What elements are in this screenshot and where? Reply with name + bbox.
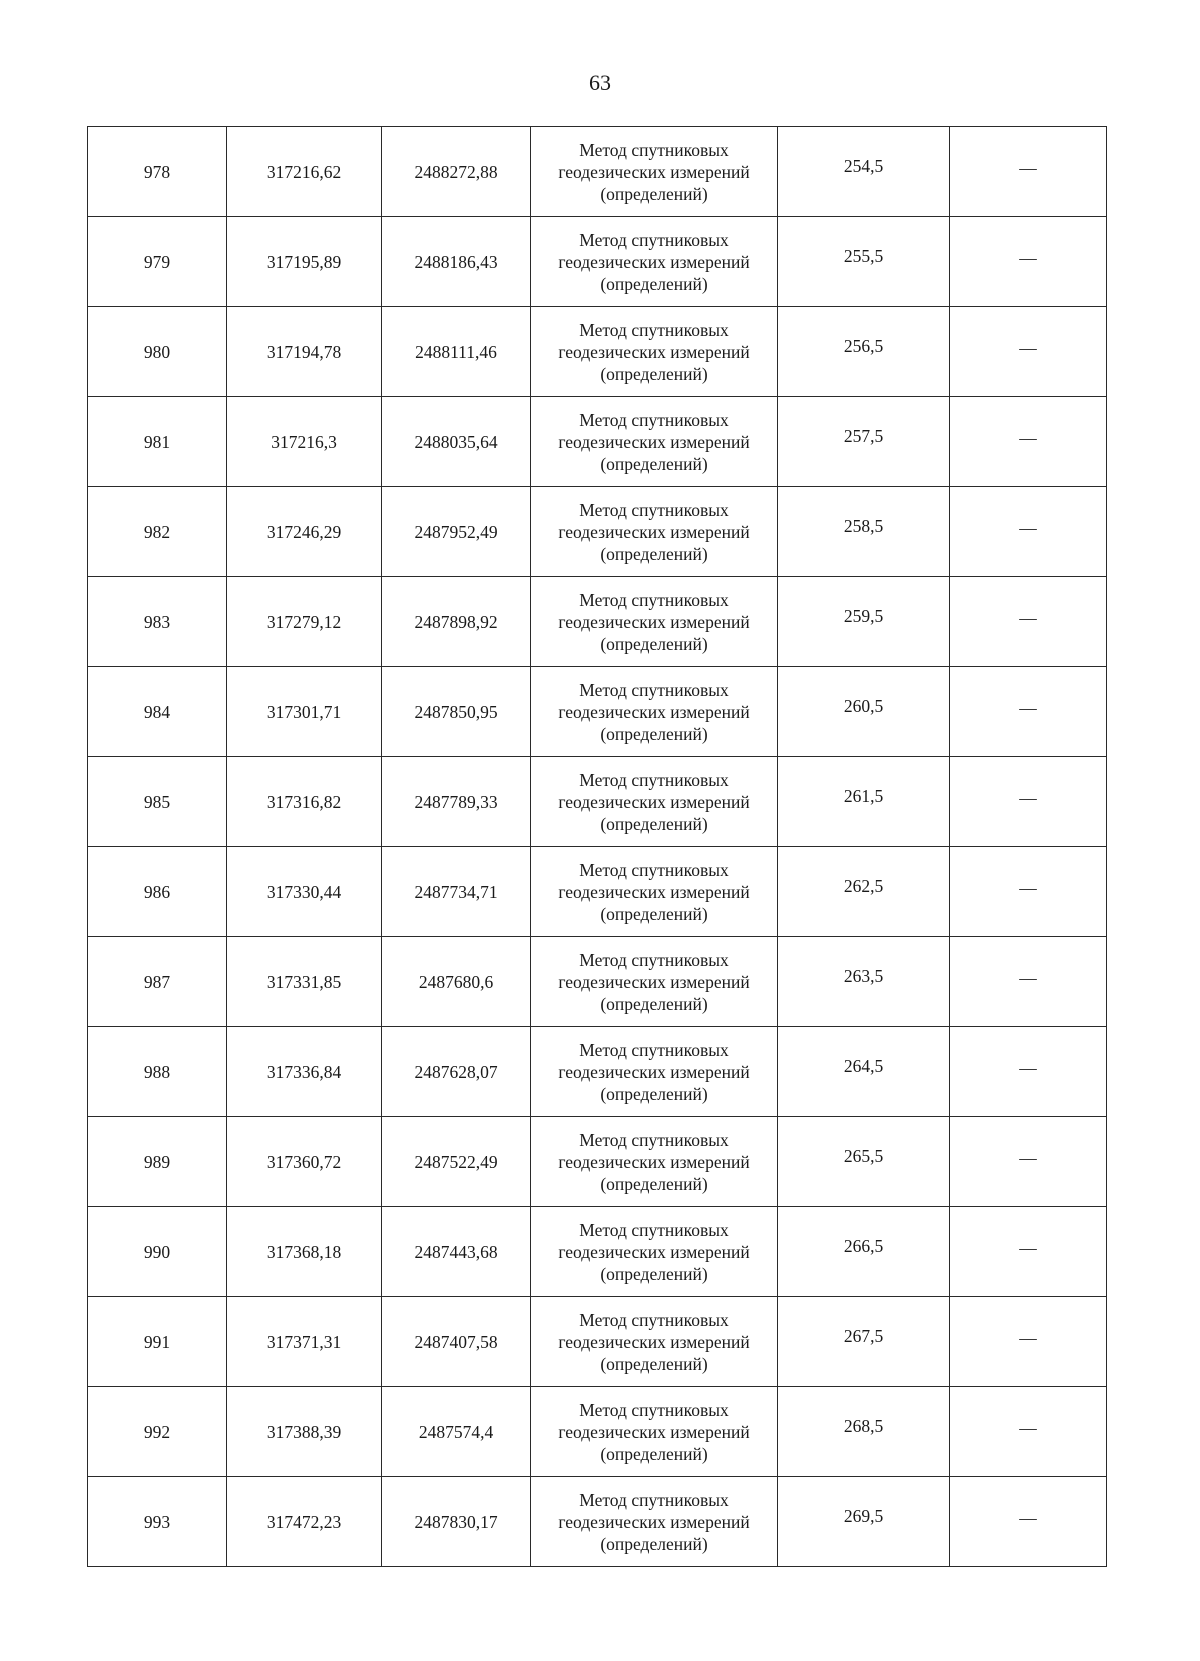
x-coordinate-cell: 317316,82: [227, 757, 382, 847]
x-coordinate-cell: 317331,85: [227, 937, 382, 1027]
dash-placeholder: —: [1019, 877, 1037, 898]
point-number-cell: 983: [88, 577, 227, 667]
method-cell: [531, 847, 778, 937]
note-cell: [950, 487, 1107, 577]
point-number-cell: 980: [88, 307, 227, 397]
accuracy-cell: [778, 577, 950, 667]
point-number-cell: 984: [88, 667, 227, 757]
note-cell: [950, 307, 1107, 397]
method-line: Метод спутниковых: [579, 859, 729, 880]
note-cell: [950, 217, 1107, 307]
method-cell: [531, 1027, 778, 1117]
table-row: [88, 937, 1107, 1027]
method-cell: [531, 217, 778, 307]
x-coordinate-cell: 317330,44: [227, 847, 382, 937]
note-cell: [950, 757, 1107, 847]
note-cell: [950, 1027, 1107, 1117]
x-coordinate-cell: 317472,23: [227, 1477, 382, 1567]
accuracy-cell: [778, 1117, 950, 1207]
method-line: Метод спутниковых: [579, 1309, 729, 1330]
dash-placeholder: —: [1019, 607, 1037, 628]
table-row: [88, 1117, 1107, 1207]
method-line: геодезических измерений: [558, 1421, 750, 1442]
y-coordinate-cell: 2487407,58: [382, 1297, 531, 1387]
method-line: (определений): [600, 1443, 708, 1464]
method-line: геодезических измерений: [558, 701, 750, 722]
method-cell: [531, 1117, 778, 1207]
accuracy-cell: [778, 487, 950, 577]
dash-placeholder: —: [1019, 787, 1037, 808]
dash-placeholder: —: [1019, 1237, 1037, 1258]
accuracy-cell: [778, 1207, 950, 1297]
table-row: [88, 577, 1107, 667]
accuracy-value: 268,5: [843, 1415, 884, 1436]
accuracy-cell: [778, 847, 950, 937]
coordinates-table: [87, 126, 1107, 1567]
accuracy-cell: [778, 217, 950, 307]
x-coordinate-cell: 317336,84: [227, 1027, 382, 1117]
table-row: [88, 1387, 1107, 1477]
accuracy-cell: [778, 397, 950, 487]
table-row: [88, 1477, 1107, 1567]
method-line: (определений): [600, 1353, 708, 1374]
dash-placeholder: —: [1019, 697, 1037, 718]
y-coordinate-cell: 2488272,88: [382, 127, 531, 217]
dash-placeholder: —: [1019, 1507, 1037, 1528]
point-number-cell: 988: [88, 1027, 227, 1117]
note-cell: [950, 1207, 1107, 1297]
point-number-cell: 992: [88, 1387, 227, 1477]
table-row: [88, 757, 1107, 847]
accuracy-value: 264,5: [843, 1055, 884, 1076]
method-line: (определений): [600, 903, 708, 924]
method-line: геодезических измерений: [558, 251, 750, 272]
accuracy-value: 266,5: [843, 1235, 884, 1256]
method-line: (определений): [600, 1083, 708, 1104]
page-number: 63: [589, 70, 611, 95]
point-number-cell: 989: [88, 1117, 227, 1207]
y-coordinate-cell: 2487789,33: [382, 757, 531, 847]
method-line: Метод спутниковых: [579, 499, 729, 520]
note-cell: [950, 667, 1107, 757]
dash-placeholder: —: [1019, 337, 1037, 358]
point-number-cell: 990: [88, 1207, 227, 1297]
dash-placeholder: —: [1019, 247, 1037, 268]
accuracy-value: 254,5: [843, 155, 884, 176]
x-coordinate-cell: 317360,72: [227, 1117, 382, 1207]
method-cell: [531, 667, 778, 757]
y-coordinate-cell: 2487443,68: [382, 1207, 531, 1297]
table-row: [88, 397, 1107, 487]
x-coordinate-cell: 317301,71: [227, 667, 382, 757]
accuracy-cell: [778, 1027, 950, 1117]
method-line: геодезических измерений: [558, 611, 750, 632]
dash-placeholder: —: [1019, 967, 1037, 988]
note-cell: [950, 397, 1107, 487]
note-cell: [950, 127, 1107, 217]
method-line: геодезических измерений: [558, 881, 750, 902]
method-line: Метод спутниковых: [579, 679, 729, 700]
method-cell: [531, 1297, 778, 1387]
method-cell: [531, 397, 778, 487]
point-number-cell: 993: [88, 1477, 227, 1567]
note-cell: [950, 1117, 1107, 1207]
note-cell: [950, 577, 1107, 667]
method-line: геодезических измерений: [558, 1151, 750, 1172]
point-number-cell: 987: [88, 937, 227, 1027]
method-line: (определений): [600, 723, 708, 744]
accuracy-value: 256,5: [843, 335, 884, 356]
accuracy-cell: [778, 307, 950, 397]
method-line: геодезических измерений: [558, 971, 750, 992]
accuracy-value: 255,5: [843, 245, 884, 266]
method-line: Метод спутниковых: [579, 229, 729, 250]
table-row: [88, 307, 1107, 397]
accuracy-value: 263,5: [843, 965, 884, 986]
y-coordinate-cell: 2487734,71: [382, 847, 531, 937]
accuracy-cell: [778, 1477, 950, 1567]
dash-placeholder: —: [1019, 517, 1037, 538]
table-row: [88, 1207, 1107, 1297]
method-cell: [531, 127, 778, 217]
point-number-cell: 986: [88, 847, 227, 937]
method-cell: [531, 937, 778, 1027]
method-line: (определений): [600, 453, 708, 474]
table-row: [88, 847, 1107, 937]
accuracy-cell: [778, 667, 950, 757]
note-cell: [950, 1387, 1107, 1477]
x-coordinate-cell: 317279,12: [227, 577, 382, 667]
method-cell: [531, 577, 778, 667]
note-cell: [950, 847, 1107, 937]
accuracy-cell: [778, 127, 950, 217]
accuracy-value: 260,5: [843, 695, 884, 716]
note-cell: [950, 937, 1107, 1027]
y-coordinate-cell: 2487628,07: [382, 1027, 531, 1117]
method-cell: [531, 1477, 778, 1567]
method-line: (определений): [600, 1173, 708, 1194]
method-line: геодезических измерений: [558, 1331, 750, 1352]
method-cell: [531, 487, 778, 577]
y-coordinate-cell: 2487952,49: [382, 487, 531, 577]
x-coordinate-cell: 317388,39: [227, 1387, 382, 1477]
point-number-cell: 991: [88, 1297, 227, 1387]
table-row: [88, 217, 1107, 307]
x-coordinate-cell: 317216,62: [227, 127, 382, 217]
note-cell: [950, 1297, 1107, 1387]
method-line: геодезических измерений: [558, 1241, 750, 1262]
method-line: Метод спутниковых: [579, 769, 729, 790]
y-coordinate-cell: 2487850,95: [382, 667, 531, 757]
method-line: Метод спутниковых: [579, 1129, 729, 1150]
x-coordinate-cell: 317368,18: [227, 1207, 382, 1297]
y-coordinate-cell: 2487830,17: [382, 1477, 531, 1567]
method-line: Метод спутниковых: [579, 589, 729, 610]
point-number-cell: 982: [88, 487, 227, 577]
table-row: [88, 127, 1107, 217]
method-line: Метод спутниковых: [579, 1489, 729, 1510]
accuracy-cell: [778, 1297, 950, 1387]
table-body: [88, 127, 1107, 1567]
dash-placeholder: —: [1019, 427, 1037, 448]
y-coordinate-cell: 2488111,46: [382, 307, 531, 397]
accuracy-value: 267,5: [843, 1325, 884, 1346]
method-line: геодезических измерений: [558, 1061, 750, 1082]
method-line: Метод спутниковых: [579, 1039, 729, 1060]
method-line: геодезических измерений: [558, 431, 750, 452]
accuracy-value: 258,5: [843, 515, 884, 536]
method-cell: [531, 307, 778, 397]
method-cell: [531, 757, 778, 847]
method-line: Метод спутниковых: [579, 409, 729, 430]
accuracy-value: 265,5: [843, 1145, 884, 1166]
accuracy-value: 262,5: [843, 875, 884, 896]
table-row: [88, 487, 1107, 577]
x-coordinate-cell: 317246,29: [227, 487, 382, 577]
method-line: геодезических измерений: [558, 791, 750, 812]
method-line: (определений): [600, 543, 708, 564]
method-line: Метод спутниковых: [579, 319, 729, 340]
point-number-cell: 981: [88, 397, 227, 487]
accuracy-value: 261,5: [843, 785, 884, 806]
table-row: [88, 667, 1107, 757]
method-line: (определений): [600, 273, 708, 294]
note-cell: [950, 1477, 1107, 1567]
accuracy-cell: [778, 937, 950, 1027]
y-coordinate-cell: 2488186,43: [382, 217, 531, 307]
method-cell: [531, 1387, 778, 1477]
method-line: (определений): [600, 183, 708, 204]
accuracy-value: 269,5: [843, 1505, 884, 1526]
y-coordinate-cell: 2487898,92: [382, 577, 531, 667]
method-line: Метод спутниковых: [579, 1399, 729, 1420]
method-line: (определений): [600, 1263, 708, 1284]
dash-placeholder: —: [1019, 1417, 1037, 1438]
accuracy-cell: [778, 757, 950, 847]
method-line: Метод спутниковых: [579, 949, 729, 970]
dash-placeholder: —: [1019, 1327, 1037, 1348]
method-line: Метод спутниковых: [579, 139, 729, 160]
method-line: геодезических измерений: [558, 341, 750, 362]
dash-placeholder: —: [1019, 1147, 1037, 1168]
y-coordinate-cell: 2487680,6: [382, 937, 531, 1027]
point-number-cell: 979: [88, 217, 227, 307]
point-number-cell: 978: [88, 127, 227, 217]
dash-placeholder: —: [1019, 157, 1037, 178]
x-coordinate-cell: 317194,78: [227, 307, 382, 397]
method-line: (определений): [600, 813, 708, 834]
method-cell: [531, 1207, 778, 1297]
dash-placeholder: —: [1019, 1057, 1037, 1078]
x-coordinate-cell: 317216,3: [227, 397, 382, 487]
y-coordinate-cell: 2488035,64: [382, 397, 531, 487]
accuracy-cell: [778, 1387, 950, 1477]
method-line: геодезических измерений: [558, 1511, 750, 1532]
table-row: [88, 1027, 1107, 1117]
method-line: (определений): [600, 993, 708, 1014]
method-line: (определений): [600, 363, 708, 384]
method-line: геодезических измерений: [558, 521, 750, 542]
method-line: (определений): [600, 633, 708, 654]
y-coordinate-cell: 2487574,4: [382, 1387, 531, 1477]
table-row: [88, 1297, 1107, 1387]
x-coordinate-cell: 317371,31: [227, 1297, 382, 1387]
point-number-cell: 985: [88, 757, 227, 847]
accuracy-value: 257,5: [843, 425, 884, 446]
method-line: (определений): [600, 1533, 708, 1554]
method-line: Метод спутниковых: [579, 1219, 729, 1240]
y-coordinate-cell: 2487522,49: [382, 1117, 531, 1207]
method-line: геодезических измерений: [558, 161, 750, 182]
x-coordinate-cell: 317195,89: [227, 217, 382, 307]
accuracy-value: 259,5: [843, 605, 884, 626]
